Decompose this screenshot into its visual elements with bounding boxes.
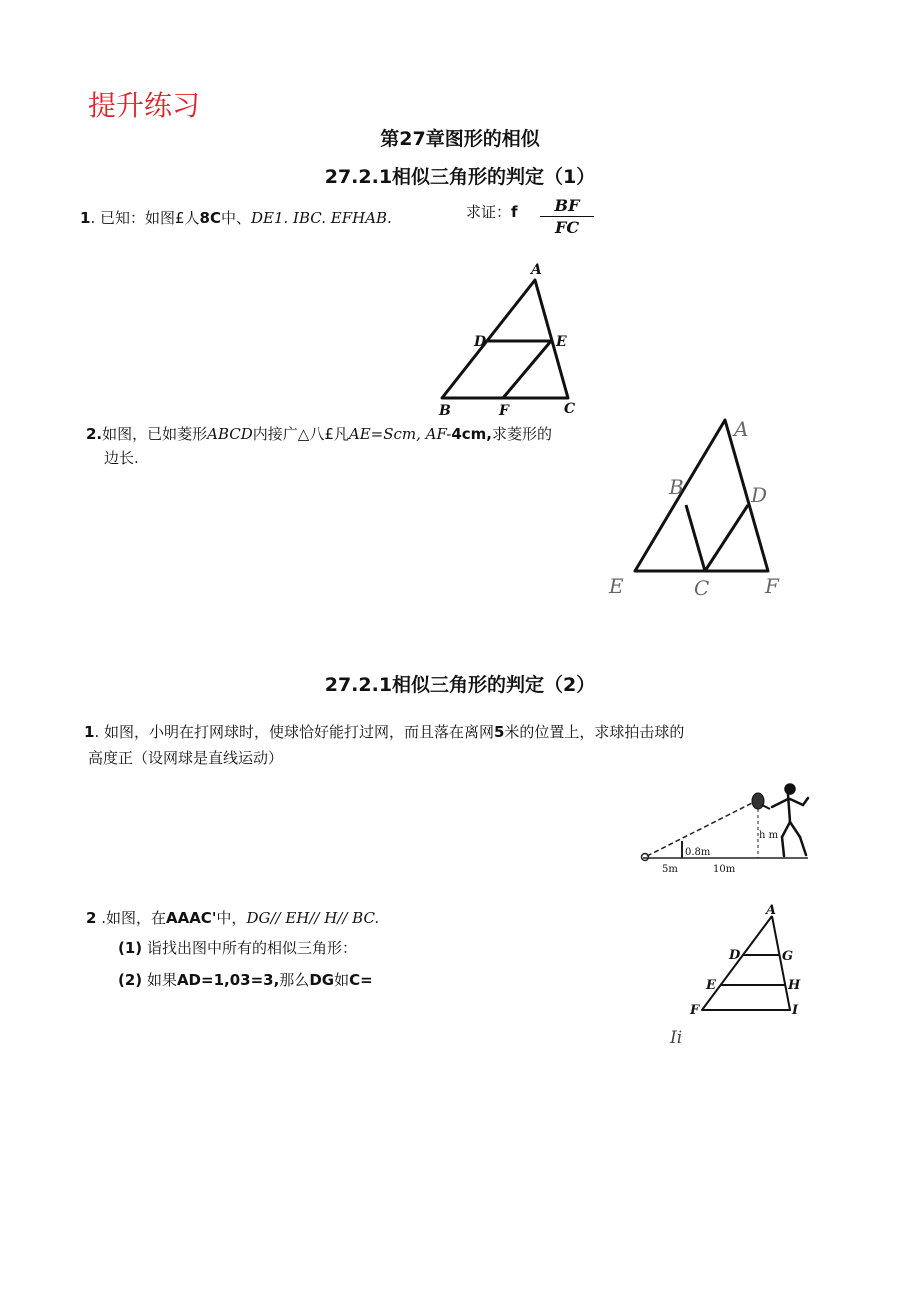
s2-q1-line2: 高度正（设网球是直线运动） — [88, 749, 284, 767]
s2-question-2 — [86, 906, 379, 930]
s2-q2-text-a: .如图，在 — [96, 909, 166, 927]
racket-icon — [752, 793, 770, 809]
tennis-net-label: 0.8m — [685, 847, 711, 858]
fraction-denominator: FC — [554, 218, 580, 237]
s2-q2-sub2-text-d: DG — [309, 971, 335, 989]
fig4-label-H: H — [788, 978, 801, 993]
fig1-label-F: F — [499, 403, 509, 419]
fig4-label-D: D — [729, 948, 741, 963]
s2-q2-sub1 — [118, 936, 357, 960]
s1-q2-text-f: 求菱形的 — [491, 425, 552, 443]
fig2-label-A: A — [734, 417, 749, 441]
tennis-d1-label: 5m — [662, 864, 678, 875]
figure-triangle-ABC — [430, 255, 590, 425]
s2-q2-sub2-num: (2) — [118, 971, 143, 989]
fig2-label-E: E — [609, 574, 624, 598]
section2-title: 27.2.1相似三角形的判定（2） — [324, 674, 596, 696]
figure-tennis — [638, 775, 834, 880]
s2-q1-number: 1 — [84, 723, 95, 741]
fig2-label-B: B — [669, 475, 684, 499]
s2-question-1 — [84, 720, 684, 744]
section1-title: 27.2.1相似三角形的判定（1） — [324, 166, 596, 188]
practice-title: 提升练习 — [88, 89, 201, 122]
figure-parallels — [668, 898, 818, 1053]
fig4-caption: Ii — [670, 1028, 683, 1048]
fig1-label-C: C — [564, 401, 576, 417]
s1-q2-text-e: 4cm, — [451, 425, 492, 443]
prove-fraction — [540, 196, 594, 237]
tennis-h-label: h m — [759, 830, 779, 841]
fig4-label-I: I — [792, 1003, 799, 1018]
figure-rhombus — [600, 410, 800, 605]
s1-q1-number: 1 — [80, 209, 91, 227]
s2-q2-sub2 — [118, 968, 373, 992]
fig1-label-E: E — [556, 334, 567, 350]
s2-q2-text-b: AAAC' — [165, 909, 217, 927]
s2-q2-text-c: 中， — [216, 909, 247, 927]
s1-q1-text-b: 8C — [199, 209, 221, 227]
s2-q2-sub1-text: 诣找出图中所有的相似三角形： — [146, 939, 357, 957]
s1-q2-number: 2. — [86, 425, 103, 443]
fig2-label-D: D — [751, 483, 768, 507]
s2-q2-text-d: DG// EH// H// BC. — [246, 909, 380, 927]
s2-q2-sub2-text-a: 如果 — [146, 971, 177, 989]
s2-q2-sub2-text-b: AD=1,03=3, — [176, 971, 280, 989]
fig4-label-G: G — [782, 949, 794, 964]
fig4-label-F: F — [690, 1003, 700, 1018]
player-icon — [772, 785, 808, 857]
s1-q1-text-c: 中、 — [220, 209, 251, 227]
s1-q1-prove — [466, 200, 518, 224]
fig1-label-A: A — [531, 262, 542, 278]
s2-q2-sub2-text-c: 那么 — [279, 971, 310, 989]
s1-q2-text-d: AE=Scm, AF- — [348, 425, 452, 443]
s2-q1-text-c: 米的位置上，求球拍击球的 — [504, 723, 685, 741]
fig1-label-B: B — [439, 403, 451, 419]
s1-q1-text-d: DE1. IBC. EFHAB. — [251, 209, 392, 227]
fraction-numerator: BF — [540, 196, 594, 217]
fig1-label-D: D — [474, 334, 487, 350]
prove-f: f — [511, 203, 518, 221]
s1-question-1 — [80, 206, 392, 230]
tennis-d2-label: 10m — [713, 864, 736, 875]
s2-q2-number: 2 — [86, 909, 97, 927]
s1-q1-text-a: . 已知：如图£人 — [90, 209, 200, 227]
s1-q2-text-c: 内接广△八£凡 — [252, 425, 349, 443]
s1-q2-text-a: 如图，已如菱形 — [102, 425, 208, 443]
s2-q2-sub2-text-f: C= — [349, 971, 373, 989]
fig4-label-E: E — [706, 978, 716, 993]
s1-q2-line2: 边长. — [104, 449, 139, 467]
fig2-label-C: C — [694, 576, 710, 600]
s2-q1-text-a: . 如图，小明在打网球时，使球恰好能打过网，而且落在离网 — [94, 723, 494, 741]
s2-q2-sub1-num: (1) — [118, 939, 143, 957]
chapter-title: 第27章图形的相似 — [380, 128, 540, 150]
prove-label: 求证： — [466, 203, 512, 221]
s1-question-2 — [86, 422, 552, 446]
s2-q2-sub2-text-e: 如 — [334, 971, 350, 989]
s1-q2-text-b: ABCD — [207, 425, 253, 443]
s2-q1-text-b: 5 — [493, 723, 505, 741]
fig2-label-F: F — [765, 574, 779, 598]
fig4-label-A: A — [766, 903, 777, 918]
